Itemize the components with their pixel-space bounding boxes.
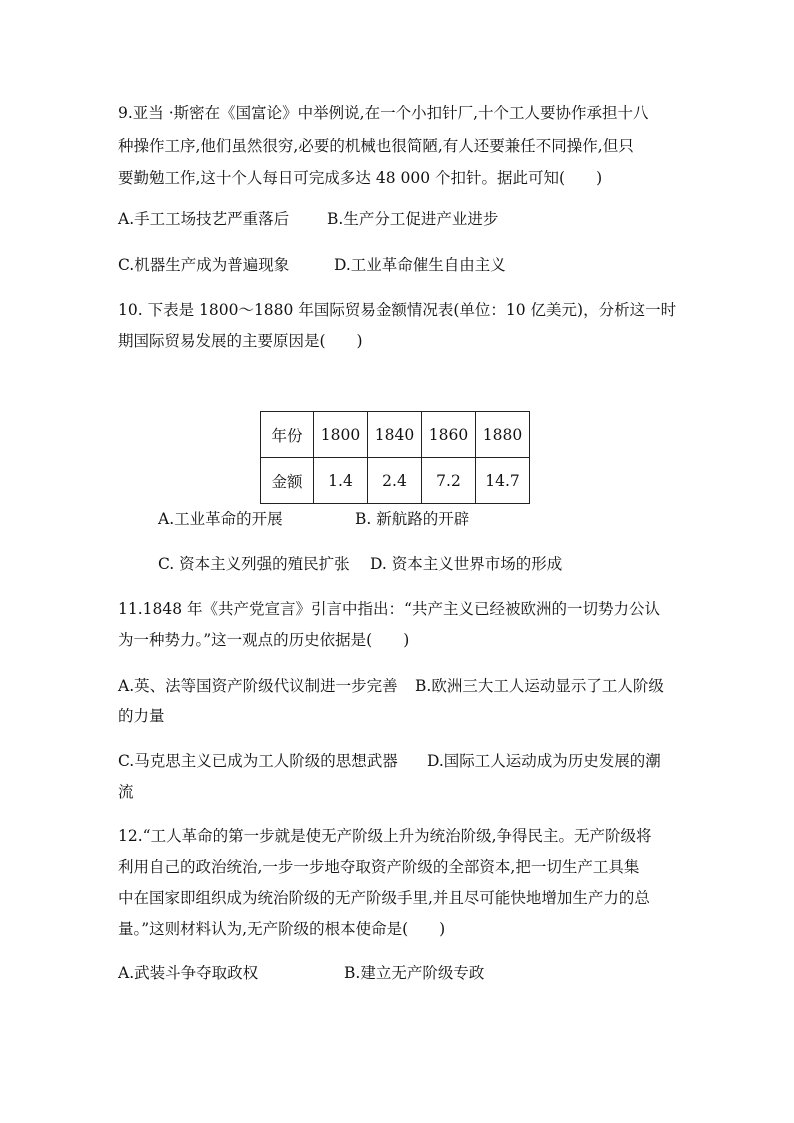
q12-option-b: B.建立无产阶级专政 bbox=[344, 964, 485, 982]
table-cell-year: 1880 bbox=[476, 412, 530, 458]
q10-stem-line-1: 10. 下表是 1800～1880 年国际贸易金额情况表(单位：10 亿美元)，分析这一时 bbox=[118, 301, 677, 319]
table-cell-amount: 2.4 bbox=[368, 458, 422, 504]
table-header-year: 年份 bbox=[261, 412, 314, 458]
q12-stem-line-3: 中在国家即组织成为统治阶级的无产阶级手里,并且尽可能快地增加生产力的总 bbox=[118, 889, 650, 907]
q9-option-b: B.生产分工促进产业进步 bbox=[327, 210, 499, 228]
table-cell-amount: 7.2 bbox=[422, 458, 476, 504]
q11-stem-line-2: 为一种势力。”这一观点的历史依据是( ) bbox=[118, 631, 410, 649]
table-row-amount bbox=[261, 458, 530, 504]
table-cell-year: 1840 bbox=[368, 412, 422, 458]
q9-stem-line-1: 9.亚当 ·斯密在《国富论》中举例说,在一个小扣针厂,十个工人要协作承担十八 bbox=[118, 104, 649, 122]
q9-option-d: D.工业革命催生自由主义 bbox=[334, 256, 506, 274]
q10-stem-line-2: 期国际贸易发展的主要原因是( ) bbox=[118, 332, 363, 350]
q11-option-b-continued: 的力量 bbox=[118, 707, 165, 725]
q12-option-a: A.武装斗争夺取政权 bbox=[118, 964, 259, 982]
table-cell-amount: 1.4 bbox=[314, 458, 368, 504]
table-cell-year: 1860 bbox=[422, 412, 476, 458]
q12-stem-line-1: 12.“工人革命的第一步就是使无产阶级上升为统治阶级,争得民主。无产阶级将 bbox=[118, 827, 652, 845]
table-cell-amount: 14.7 bbox=[476, 458, 530, 504]
q11-option-d-continued: 流 bbox=[118, 783, 134, 801]
q10-option-a: A.工业革命的开展 bbox=[158, 510, 283, 528]
q12-stem-line-4: 量。”这则材料认为,无产阶级的根本使命是( ) bbox=[118, 920, 446, 938]
q11-option-d: D.国际工人运动成为历史发展的潮 bbox=[427, 752, 661, 770]
q10-option-c: C. 资本主义列强的殖民扩张 bbox=[158, 555, 350, 573]
q11-option-a: A.英、法等国资产阶级代议制进一步完善 bbox=[118, 677, 398, 695]
q9-option-a: A.手工工场技艺严重落后 bbox=[118, 210, 290, 228]
q12-stem-line-2: 利用自己的政治统治,一步一步地夺取资产阶级的全部资本,把一切生产工具集 bbox=[118, 858, 640, 876]
table-cell-year: 1800 bbox=[314, 412, 368, 458]
q11-stem-line-1: 11.1848 年《共产党宣言》引言中指出：“共产主义已经被欧洲的一切势力公认 bbox=[118, 600, 660, 618]
q10-option-d: D. 资本主义世界市场的形成 bbox=[370, 555, 563, 573]
table-row-year bbox=[261, 412, 530, 458]
q9-option-c: C.机器生产成为普遍现象 bbox=[118, 256, 290, 274]
q11-option-b: B.欧洲三大工人运动显示了工人阶级 bbox=[415, 677, 664, 695]
table-header-amount: 金额 bbox=[261, 458, 314, 504]
q11-option-c: C.马克思主义已成为工人阶级的思想武器 bbox=[118, 752, 398, 770]
q9-stem-line-2: 种操作工序,他们虽然很穷,必要的机械也很简陋,有人还要兼任不同操作,但只 bbox=[118, 137, 634, 155]
q10-option-b: B. 新航路的开辟 bbox=[355, 510, 470, 528]
trade-amount-table bbox=[260, 411, 530, 504]
q9-stem-line-3: 要勤勉工作,这十个人每日可完成多达 48 000 个扣针。据此可知( ) bbox=[118, 169, 603, 187]
